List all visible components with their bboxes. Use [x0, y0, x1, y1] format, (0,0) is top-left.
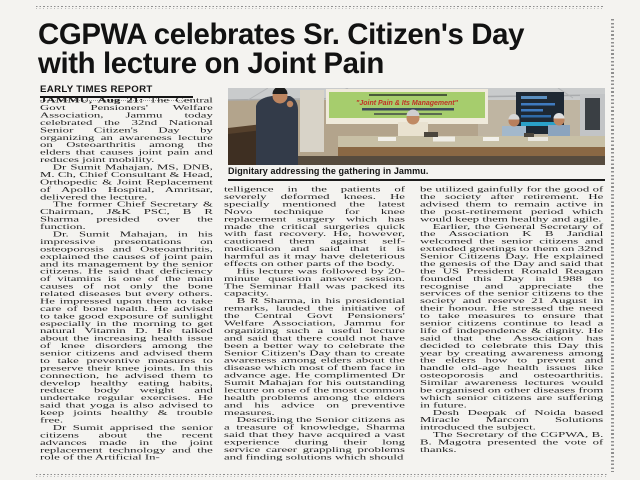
paragraph: B R Sharma, in his presidential remarks, lauded the initiative of the Central Govt Pensioners' Welfare Association, Jammu for organizing such a useful lecture and said that there could not have been a better way to celebrate the Senior Citizen's Day than to create awareness among elders about the disease which most of them face in advance age. He complimented Dr Sumit Mahajan for his outstanding lecture on one of the most common health problems among the elders and his advice on preventive measures.: [224, 297, 405, 417]
paragraph: Dr. Sumit Mahajan, in his impressive presentations on osteoporosis and Osteoarthritis, explained the causes of joint pain and its management by the senior citizens. He said that deficiency of vitamins is one of the main causes of not only the bone related diseases but every others. He impressed upon them to take care of bone health. He advised to take good exposure of sunlight especially in the morning to get natural Vitamin D. He talked about the increasing health issue of knee disorders among the senior citizens and advised them to take preventive measures to preserve their knee joints. In this connection, he advised them to develop healthy eating habits, reduce body weight and undertake regular exercises. He said that yoga is also advised to keep joints healthy & trouble free.: [40, 230, 213, 425]
speaker-at-podium: [256, 88, 298, 165]
paragraph: The former Chief Secretary & Chairman, J&K PSC, B R Sharma presided over the function.: [40, 201, 213, 231]
article-column-1: [40, 97, 213, 474]
bottom-divider-rule: [36, 474, 608, 477]
caption-rule: [228, 179, 605, 181]
paragraph: JAMMU, Aug 21: The Central Govt Pensioners' Welfare Association, Jammu today celebrated the 32nd National Senior Citizen's Day by organizing an awareness lecture on Osteoarthritis among the elders that causes joint pain and reduces joint mobility.: [40, 97, 213, 164]
right-column-rule: [611, 19, 614, 472]
headline-line-2: with lecture on Joint Pain: [38, 47, 384, 80]
paragraph: telligence in the patients of severely deformed knees. He specially mentioned the latest Novo technique for knee replacement surgery which has made the critical surgeries quick with fast recovery. He, however, cautioned them against self-medication and said that it is harmful as it may have deleterious effects on other parts of the body.: [224, 186, 405, 268]
paragraph: Earlier, the General Secretary of the Association K B Jandial welcomed the senior citizens and extended greetings to them on 32nd Senior Citizens Day. He explained the genesis of the Day and said that the US President Ronald Reagan founded this Day in 1988 to recognise and appreciate the services of the senior citizens to the society and reserve 21 August in their honour. He stressed the need to take measures to ensure that senior citizens continue to lead a life of independence & dignity. He said that the Association has decided to celebrate this Day this year by creating awareness among the elders how to prevent and handle old-age health issues like osteoporosis and osteoarthritis. Similar awareness lectures would be organised on other diseases from which senior citizens are suffering in future.: [420, 223, 604, 410]
event-photo-illustration: [228, 88, 605, 165]
paragraph: The Secretary of the CGPWA, B. B. Magotra presented the vote of thanks.: [420, 431, 604, 454]
paragraph: Dr Sumit Mahajan, MS, DNB, M. Ch, Chief Consultant & Head, Orthopedic & Joint Replacement of Apollo Hospital, Amritsar, delivered the lecture.: [40, 163, 213, 202]
top-divider-rule: [36, 6, 603, 9]
photo-caption: Dignitary addressing the gathering in Jammu.: [228, 166, 429, 176]
paragraph: Desh Deepak of Noida based Miracle Marcom Solutions introduced the subject.: [420, 409, 604, 432]
paragraph: His lecture was followed by 20-minute question answer session. The Seminar Hall was packed its capacity.: [224, 267, 405, 298]
headline-line-1: CGPWA celebrates Sr. Citizen's Day: [38, 18, 525, 51]
article-headline: [38, 20, 602, 78]
dateline: JAMMU, Aug 21:: [40, 97, 144, 105]
paragraph: be utilized gainfully for the good of the society after retirement. He advised them to remain active in the post-retirement period which would keep them healthy and agile.: [420, 186, 604, 224]
banner-title: "Joint Pain & Its Management": [356, 100, 458, 107]
article-column-3: [420, 186, 603, 474]
byline-credit: EARLY TIMES REPORT: [40, 84, 193, 98]
paragraph: Dr Sumit apprised the senior citizens about the recent advances made in the joint replacement technology and the role of the Artificial In-: [40, 424, 213, 462]
photo-pillar: [300, 90, 324, 152]
event-photo: [228, 88, 605, 165]
article-column-2: [224, 186, 405, 474]
paragraph: Describing the Senior citizens as a treasure of knowledge, Sharma said that they have acquired a vast experience during their long service career grappling problems and finding solutions which should: [224, 416, 405, 462]
